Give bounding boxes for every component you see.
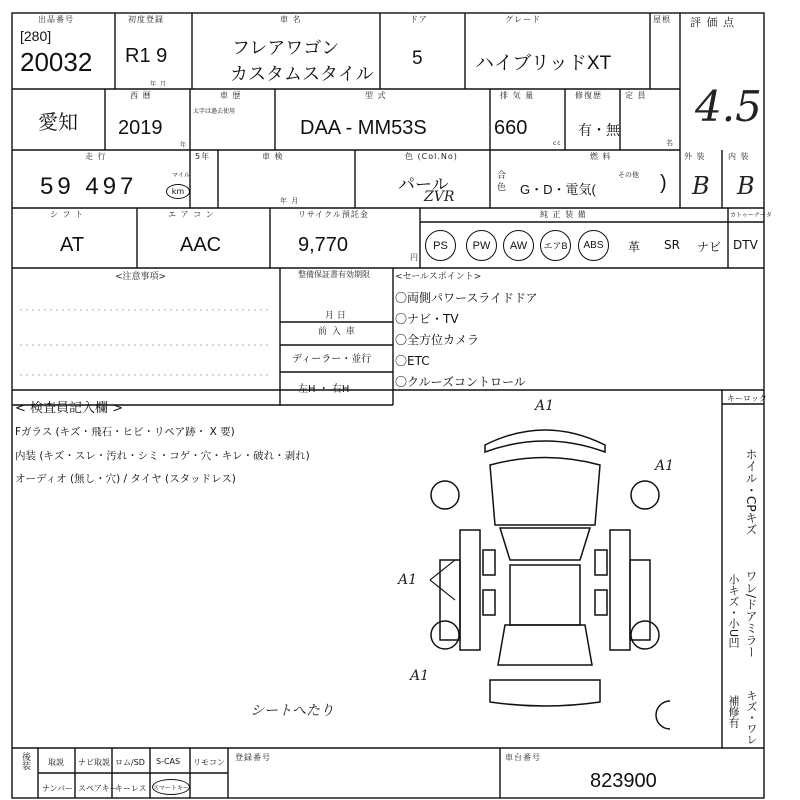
car-name-label: 車 名 — [280, 15, 302, 24]
displacement-label: 排 気 量 — [500, 91, 535, 100]
equip-dtv: DTV — [733, 238, 758, 252]
repair-value: 有・無 — [578, 122, 620, 138]
lot-number: 20032 — [20, 47, 93, 77]
car-body-diagram — [420, 410, 670, 730]
shift-value: AT — [60, 234, 85, 256]
footer-item: ナンバー — [42, 784, 74, 793]
history-note: 太字は過去使用 — [193, 108, 236, 115]
equip-pw: PW — [466, 230, 497, 261]
grade-label: グレード — [505, 15, 541, 24]
capacity-label: 定 員 — [625, 91, 647, 100]
mileage-unit-top: マイル — [172, 172, 190, 179]
footer-side-label: 後装 — [20, 752, 30, 770]
keyless-label: キーロック — [727, 394, 767, 403]
equip-leather: 革 — [628, 240, 641, 254]
footer-item: キーレス — [115, 784, 147, 793]
footer-item: S-CAS — [156, 757, 181, 766]
sales-label: <セールスポイント> — [395, 272, 482, 282]
side-note-wheel: ホイル・CPキズ — [744, 448, 758, 536]
fuel-value: G・D・電気( — [520, 182, 596, 197]
lot-prefix: [280] — [20, 28, 52, 44]
damage-mark: A1 — [535, 398, 555, 414]
side-note-scratch: 小キズ・小U凹 — [727, 574, 740, 649]
warranty-date: 月 日 — [325, 311, 346, 321]
car-name-line1: フレアワゴン — [232, 38, 340, 58]
fuel-close-paren: ) — [660, 172, 667, 194]
footer-item: 取説 — [48, 758, 64, 767]
side-note-repair: 補修有 — [727, 695, 740, 728]
aircon-value: AAC — [180, 234, 222, 256]
damage-mark: A1 — [410, 668, 430, 684]
year-value: 2019 — [118, 117, 163, 139]
tv-label: カトゥーナータ — [730, 212, 772, 219]
score-value: 4.5 — [695, 82, 762, 131]
first-reg-label: 初度登録 — [128, 15, 164, 24]
aircon-label: エ ア コ ン — [168, 210, 215, 219]
year-unit: 年 — [180, 142, 188, 149]
interior-grade: B — [737, 172, 755, 200]
repair-label: 修復歴 — [575, 91, 602, 100]
inspection-glass: Fガラス (キズ・飛石・ヒビ・リペア跡・ X 要) — [15, 426, 235, 438]
inspection-title: < 検査員記入欄 > — [15, 401, 124, 416]
sheet-note: シートへたり — [250, 703, 334, 719]
doors-label: ドア — [410, 15, 428, 24]
sales-point: 〇両側パワースライドドア — [395, 291, 538, 305]
capacity-unit: 名 — [666, 139, 674, 147]
mileage-label: 走 行 — [85, 152, 107, 161]
equipment-label: 純 正 装 備 — [540, 210, 587, 219]
dealer-value: ディーラー・並行 — [292, 354, 372, 365]
serial-value: 823900 — [590, 770, 657, 792]
recycle-unit: 円 — [410, 253, 419, 262]
equip-sr: SR — [664, 238, 680, 252]
equip-abs: ABS — [578, 230, 609, 261]
year-label: 西 暦 — [130, 91, 152, 100]
region-value: 愛知 — [38, 112, 78, 134]
equip-airbag: エアB — [540, 230, 571, 261]
caution-label: <注意事項> — [115, 272, 167, 282]
serial-label: 車台番号 — [505, 753, 541, 762]
doors-value: 5 — [412, 48, 423, 69]
grade-value: ハイブリッドXT — [475, 53, 612, 74]
sales-point: 〇ETC — [395, 354, 430, 368]
score-label: 評 価 点 — [690, 16, 735, 29]
recycle-value: 9,770 — [298, 234, 349, 256]
color-code: ZVR — [424, 189, 455, 205]
inspection-interior: 内装 (キズ・スレ・汚れ・シミ・コゲ・穴・キレ・破れ・剥れ) — [15, 450, 310, 462]
model-code-value: DAA - MM53S — [300, 117, 427, 139]
warranty-label: 整備保証書有効期限 — [298, 270, 370, 279]
sales-point: 〇ナビ・TV — [395, 312, 459, 326]
fuel-label: 燃 料 — [590, 152, 612, 161]
displacement-unit: cc — [553, 140, 562, 147]
damage-mark: A1 — [398, 572, 418, 588]
reg-number-label: 登録番号 — [235, 753, 271, 762]
prev-owner-label: 前 入 車 — [318, 327, 356, 337]
side-note-crack: キズ・ワレ — [745, 690, 758, 745]
displacement-value: 660 — [494, 117, 528, 139]
lot-label: 出品番号 — [38, 15, 74, 24]
equip-navi: ナビ — [697, 240, 722, 254]
footer-item: リモコン — [193, 758, 225, 767]
mileage-unit-km: km — [166, 184, 190, 199]
sales-point: 〇クルーズコントロール — [395, 375, 526, 389]
color-value: パール — [398, 175, 449, 194]
side-note-mirror: ワレ/ドアミラー — [744, 570, 758, 659]
first-reg-value: R1 9 — [125, 45, 168, 67]
equip-aw: AW — [503, 230, 534, 261]
roof-label: 屋根 — [653, 15, 671, 24]
model-code-label: 型 式 — [365, 91, 387, 100]
interior-label: 内 装 — [728, 152, 750, 161]
damage-mark: A1 — [655, 458, 675, 474]
inspection-label: 車 検 — [262, 152, 284, 161]
five-year-label: 5年 — [195, 152, 211, 161]
inspection-unit: 年 月 — [280, 197, 300, 205]
mileage-value: 59 497 — [40, 173, 138, 200]
footer-item: ナビ取説 — [78, 758, 110, 767]
exterior-grade: B — [692, 172, 710, 200]
steering-value: 左H ・ 右H — [298, 384, 350, 395]
sales-point: 〇全方位カメラ — [395, 333, 480, 347]
exterior-label: 外 装 — [684, 152, 706, 161]
footer-item: ロム/SD — [115, 758, 145, 767]
color-side-label: 合 色 — [497, 171, 507, 193]
shift-label: シ フ ト — [50, 210, 85, 219]
footer-item: スペアキー — [78, 784, 118, 793]
equip-ps: PS — [425, 230, 456, 261]
fuel-other-label: その他 — [618, 171, 639, 179]
car-name-line2: カスタムスタイル — [230, 64, 374, 84]
history-label: 車 歴 — [220, 91, 242, 100]
footer-item-smartkey: スマートキー — [152, 779, 190, 795]
color-label: 色 (Col.No) — [405, 152, 458, 161]
inspection-audio: オーディオ (無し・穴) / タイヤ (スタッドレス) — [15, 473, 236, 485]
first-reg-unit: 年 月 — [150, 81, 167, 88]
recycle-label: リサイクル預託金 — [298, 210, 369, 219]
